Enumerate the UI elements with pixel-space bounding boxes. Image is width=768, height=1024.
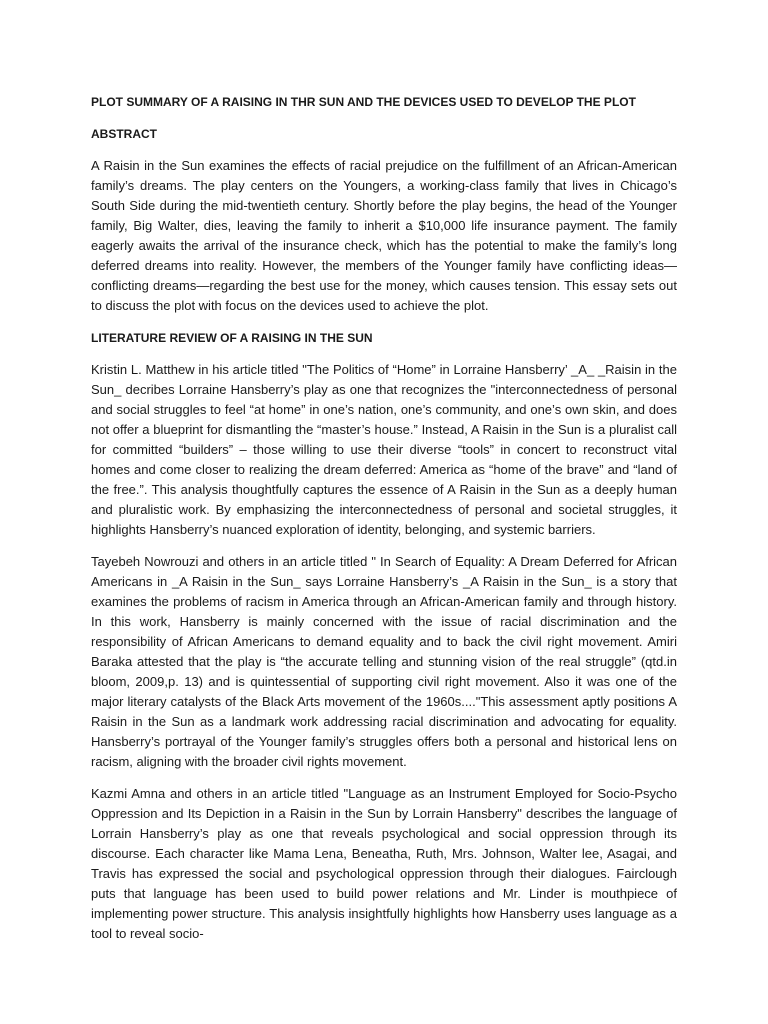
abstract-paragraph: A Raisin in the Sun examines the effects of racial prejudice on the fulfillment of an African-American family’s dreams. The play centers on the Youngers, a working-class family that lives in Chicago’s South Side during the mid-twentieth century. Shortly before the play begins, the head of the Younger family, Big Walter, dies, leaving the family to inherit a $10,000 life insurance payment. The family eagerly awaits the arrival of the insurance check, which has the potential to make the family’s long deferred dreams into reality. However, the members of the Younger family have conflicting ideas—conflicting dreams—regarding the best use for the money, which causes tension. This essay sets out to discuss the plot with focus on the devices used to achieve the plot.: [91, 158, 677, 313]
document-title: PLOT SUMMARY OF A RAISING IN THR SUN AND THE DEVICES USED TO DEVELOP THE PLOT: [91, 95, 636, 109]
document-page: [91, 92, 677, 956]
abstract-heading: ABSTRACT: [91, 127, 157, 141]
review-paragraph-matthew: Kristin L. Matthew in his article titled "The Politics of “Home” in Lorraine Hansberry’ _A_ _Raisin in the Sun_ decribes Lorraine Hansberry’s play as one that recognizes the "interconnectedness of personal and social struggles to feel “at home” in one’s nation, one’s community, and one’s own skin, and does not offer a blueprint for dismantling the “master’s house.” Instead, A Raisin in the Sun is a pluralist call for committed “builders” – those willing to use their diverse “tools” in concert to reconstruct vital homes and come closer to realizing the dream deferred: America as “home of the brave” and “land of the free.”. This analysis thoughtfully captures the essence of A Raisin in the Sun as a deeply human and pluralistic work. By emphasizing the interconnectedness of personal and societal struggles, it highlights Hansberry’s nuanced exploration of identity, belonging, and systemic barriers.: [91, 362, 677, 537]
review-paragraph-kazmi: Kazmi Amna and others in an article titled "Language as an Instrument Employed for Socio-Psycho Oppression and Its Depiction in a Raisin in the Sun by Lorrain Hansberry" describes the language of Lorrain Hansberry’s play as one that reveals psychological and social oppression through its discourse. Each character like Mama Lena, Beneatha, Ruth, Mrs. Johnson, Walter lee, Asagai, and Travis has expressed the social and psychological oppression through their dialogues. Fairclough puts that language has been used to build power relations and Mr. Linder is mouthpiece of implementing power structure. This analysis insightfully highlights how Hansberry uses language as a tool to reveal socio-: [91, 786, 677, 941]
review-paragraph-nowrouzi: Tayebeh Nowrouzi and others in an article titled " In Search of Equality: A Dream Deferred for African Americans in _A Raisin in the Sun_ says Lorraine Hansberry’s _A Raisin in the Sun_ is a story that examines the problems of racism in America through an African-American family and through history. In this work, Hansberry is mainly concerned with the issue of racial discrimination and the responsibility of African Americans to demand equality and to back the civil right movement. Amiri Baraka attested that the play is “the accurate telling and stunning vision of the real struggle” (qtd.in bloom, 2009,p. 13) and is quintessential of supporting civil right movement. Also it was one of the major literary catalysts of the Black Arts movement of the 1960s...."This assessment aptly positions A Raisin in the Sun as a landmark work addressing racial discrimination and advocating for equality. Hansberry’s portrayal of the Younger family’s struggles offers both a personal and historical lens on racism, aligning with the broader civil rights movement.: [91, 554, 677, 769]
literature-review-heading: LITERATURE REVIEW OF A RAISING IN THE SUN: [91, 331, 373, 345]
